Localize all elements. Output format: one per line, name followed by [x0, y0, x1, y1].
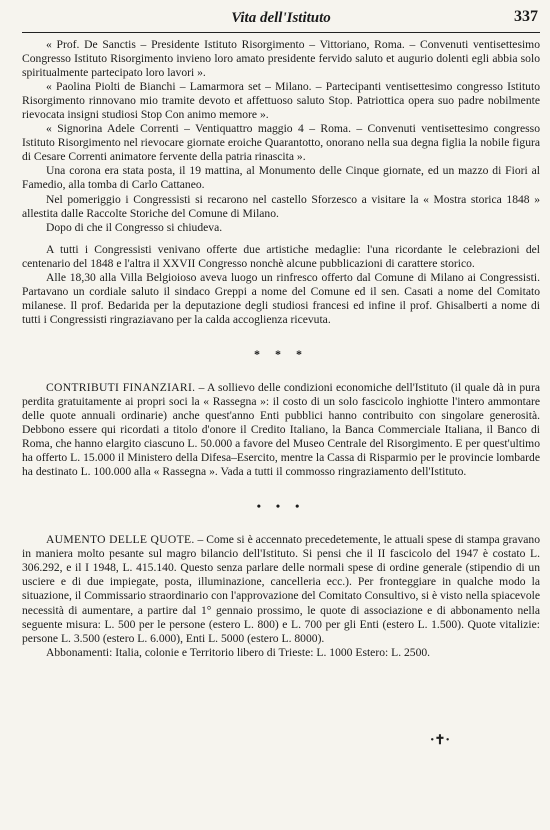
section-separator: * * *	[254, 346, 308, 361]
text-paragraph: Una corona era stata posta, il 19 mattina, al Monumento delle Cinque giornate, ed un mazzo di Fiori al Famedio, alla tomba di Carlo Cattaneo.	[22, 164, 540, 192]
telegram-paragraph: « Paolina Piolti de Bianchi – Lamarmora set – Milano. – Partecipanti ventisettesimo congresso Istituto Risorgimento rinnovano mio tramite devoto et affettuoso saluto Stop. Patriottica opera suo padre nobilmente rievocata insigni studiosi Stop Con animo memore ».	[22, 80, 540, 122]
aumento-section	[22, 533, 540, 645]
text-paragraph: Dopo di che il Congresso si chiudeva.	[46, 220, 223, 234]
handwritten-mark-icon: ·✝·	[430, 733, 450, 748]
contributi-text: – A sollievo delle condizioni economiche dell'Istituto (il quale dà in pura perdita gratuitamente ai propri soci la « Rassegna »: il costo di un solo fascicolo inghiotte l'intero ammontare delle quote annuali ordinarie) anche quest'anno Enti pubblici hanno contribuito con singolare generosità. Debbono essere qui ricordati a titolo d'onore il Credito Italiano, la Banca Commerciale Italiana, il Banco di Roma, che hanno elargito ciascuno L. 50.000 a favore del Museo Centrale del Risorgimento. E per quest'ultimo ha offerto L. 15.000 il Ministero della Difesa–Esercito, mentre la Cassa di Risparmio per le provincie lombarde ha destinato L. 100.000 alla « Rassegna ». Vada a tutti il commosso ringraziamento dell'Istituto.	[22, 380, 540, 479]
text-paragraph: A tutti i Congressisti venivano offerte due artistiche medaglie: l'una ricordante le celebrazioni del centenario del 1848 e l'altra il XXVII Congresso nonchè alcune pubblicazioni di carattere storico.	[22, 242, 540, 270]
page-header	[22, 4, 540, 33]
page-body	[22, 38, 540, 660]
running-title: Vita dell'Istituto	[231, 10, 331, 26]
contributi-heading: CONTRIBUTI FINANZIARI.	[46, 380, 196, 394]
subscriptions-line: Abbonamenti: Italia, colonie e Territorio libero di Trieste: L. 1000 Estero: L. 2500.	[46, 645, 431, 659]
page-number: 337	[514, 8, 538, 25]
contributi-section	[22, 381, 540, 479]
text-paragraph: Nel pomeriggio i Congressisti si recarono nel castello Sforzesco a visitare la « Mostra storica 1848 » allestita dalle Raccolte Storiche del Comune di Milano.	[22, 192, 540, 220]
aumento-text: – Come si è accennato precedetemente, le attuali spese di stampa gravano in maniera molto pesante sul magro bilancio dell'Istituto. Si pensi che il II fascicolo del 1947 è costato L. 306.292, e il I 1948, L. 415.140. Questo senza parlare delle normali spese di ordine generale (stipendio di un usciere e di due impiegate, posta, illuminazione, cancelleria ecc.). Per fronteggiare in qualche modo la situazione, il Commissario straordinario con l'approvazione del Comitato Consultivo, si è visto nella spiacevole necessità di aumentare, a partire dal 1° gennaio prossimo, le quote di associazione e di abbonamento nella seguente misura: L. 500 per le persone (estero L. 800) e L. 700 per gli Enti (estero L. 1.500). Quote vitalizie: persone L. 3.500 (estero L. 6.000), Enti L. 5000 (estero L. 8000).	[22, 533, 540, 645]
aumento-heading: AUMENTO DELLE QUOTE.	[46, 533, 195, 547]
text-paragraph: Alle 18,30 alla Villa Belgioioso aveva luogo un rinfresco offerto dal Comune di Milano ai Congressisti. Partavano un cordiale saluto il sindaco Greppi a nome del Comune ed il sen. Casati a nome del Comitato milanese. Il prof. Bedarida per la deputazione degli studiosi francesi ed infine il prof. Ghisalberti a nome di tutti i Congressisti ringraziavano per la calda accoglienza ricevuta.	[22, 270, 540, 326]
section-separator: • • •	[256, 499, 306, 514]
telegram-paragraph: « Signorina Adele Correnti – Ventiquattro maggio 4 – Roma. – Convenuti ventisettesimo congresso Istituto Risorgimento nel rievocare giornate eroiche Quarantotto, onorano nella sua degna figlia la nobile figura di Cesare Correnti animatore fervente della patria rinascita ».	[22, 122, 540, 164]
telegram-paragraph: « Prof. De Sanctis – Presidente Istituto Risorgimento – Vittoriano, Roma. – Convenuti ventisettesimo Congresso Istituto Risorgimento invieno loro amato presidente fervido saluto et augurio dolenti egli abbia solo spiritualmente partecipato loro lavori ».	[22, 38, 540, 80]
